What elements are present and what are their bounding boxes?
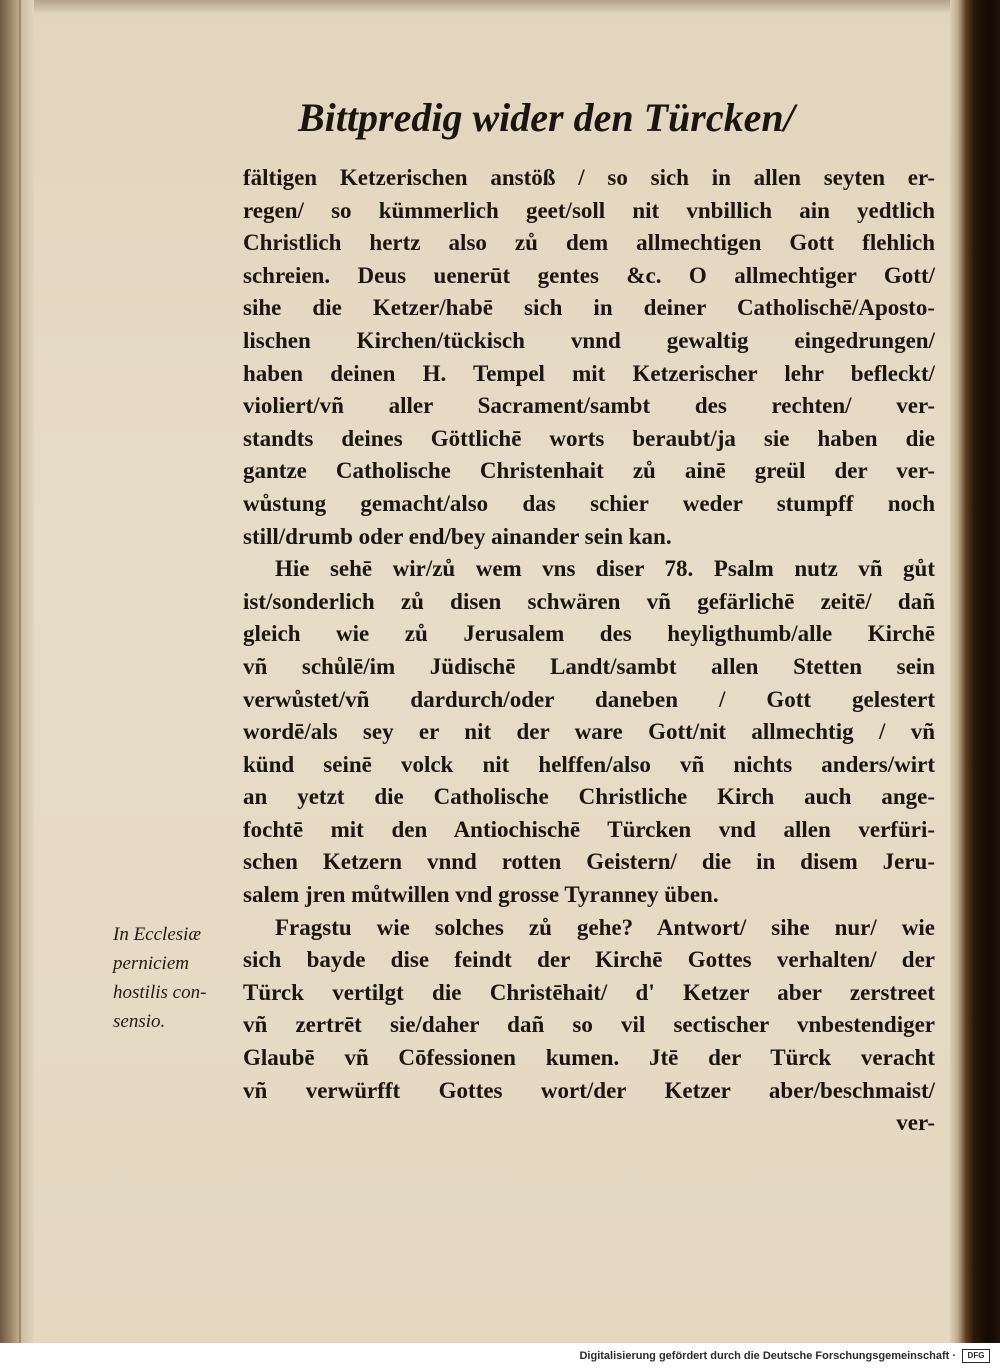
funding-credit: Digitalisierung gefördert durch die Deutsche Forschungsgemeinschaft · [579,1350,956,1362]
text-line: vñ verwürfft Gottes wort/der Ketzer aber/beschmaist/ [243,1077,935,1103]
body-text [243,162,935,1140]
text-line: Glaubē vñ Cōfessionen kumen. Jtē der Türck veracht [243,1045,935,1071]
text-line: haben deinen H. Tempel mit Ketzerischer lehr befleckt/ [243,360,935,386]
text-line: sihe die Ketzer/habē sich in deiner Catholischē/Aposto- [243,295,935,321]
text-line: fochtē mit den Antiochischē Türcken vnd allen verfüri- [243,816,935,842]
book-edge-right [950,0,1000,1343]
text-line: fältigen Ketzerischen anstöß / so sich in allen seyten er- [243,165,935,190]
text-line: schen Ketzern vnnd rotten Geistern/ die in disem Jeru- [243,849,935,875]
text-line: vñ schůlē/im Jüdischē Landt/sambt allen Stetten sein [243,653,935,679]
page-top-shadow [0,0,1000,14]
paragraph-start-line: Fragstu wie solches zů gehe? Antwort/ sihe nur/ wie [275,914,935,940]
text-line: verwůstet/vñ dardurch/oder daneben / Gott gelestert [243,686,935,712]
text-line: wordē/als sey er nit der ware Gott/nit allmechtig / vñ [243,719,935,745]
text-line: gleich wie zů Jerusalem des heyligthumb/alle Kirchē [243,621,935,647]
text-line: wůstung gemacht/also das schier weder stumpff noch [243,490,935,516]
text-line: gantze Catholische Christenhait zů ainē greül der ver- [243,458,935,484]
marginal-note-line: hostilis con- [113,982,207,1003]
text-line: künd seinē volck nit helffen/also vñ nichts anders/wirt [243,751,935,777]
text-line: salem jren můtwillen vnd grosse Tyranney üben. [243,882,719,908]
marginal-note-line: In Ecclesiæ [113,924,202,945]
marginal-note [113,920,233,1036]
text-line: lischen Kirchen/tückisch vnnd gewaltig eingedrungen/ [243,327,935,353]
text-line: standts deines Göttlichē worts beraubt/ja sie haben die [243,425,935,451]
text-line: ist/sonderlich zů disen schwären vñ gefärlichē zeitē/ dañ [243,588,935,614]
binding-shadow-left [0,0,34,1343]
catchword: ver- [896,1110,935,1136]
dfg-logo: DFG [962,1349,990,1363]
text-line: schreien. Deus uenerūt gentes &c. O allmechtiger Gott/ [243,262,935,288]
text-line: Türck vertilgt die Christēhait/ d' Ketzer aber zerstreet [243,979,935,1005]
text-line: still/drumb oder end/bey ainander sein kan. [243,523,672,549]
marginal-note-line: perniciem [113,953,189,974]
marginal-note-line: sensio. [113,1011,166,1032]
text-line: Christlich hertz also zů dem allmechtigen Gott flehlich [243,230,935,256]
running-head: Bittpredig wider den Türcken/ [298,95,795,140]
digitization-footer [0,1343,1000,1369]
text-line: violiert/vñ aller Sacrament/sambt des rechten/ ver- [243,393,935,419]
paragraph-start-line: Hie sehē wir/zů wem vns diser 78. Psalm nutz vñ gůt [275,556,935,582]
binding-gutter-line [19,0,21,1343]
text-line: regen/ so kümmerlich geet/soll nit vnbillich ain yedtlich [243,197,935,223]
text-line: sich bayde dise feindt der Kirchē Gottes verhalten/ der [243,947,935,973]
text-line: an yetzt die Catholische Christliche Kirch auch ange- [243,784,935,810]
text-line: vñ zertrēt sie/daher dañ so vil sectischer vnbestendiger [243,1012,935,1038]
